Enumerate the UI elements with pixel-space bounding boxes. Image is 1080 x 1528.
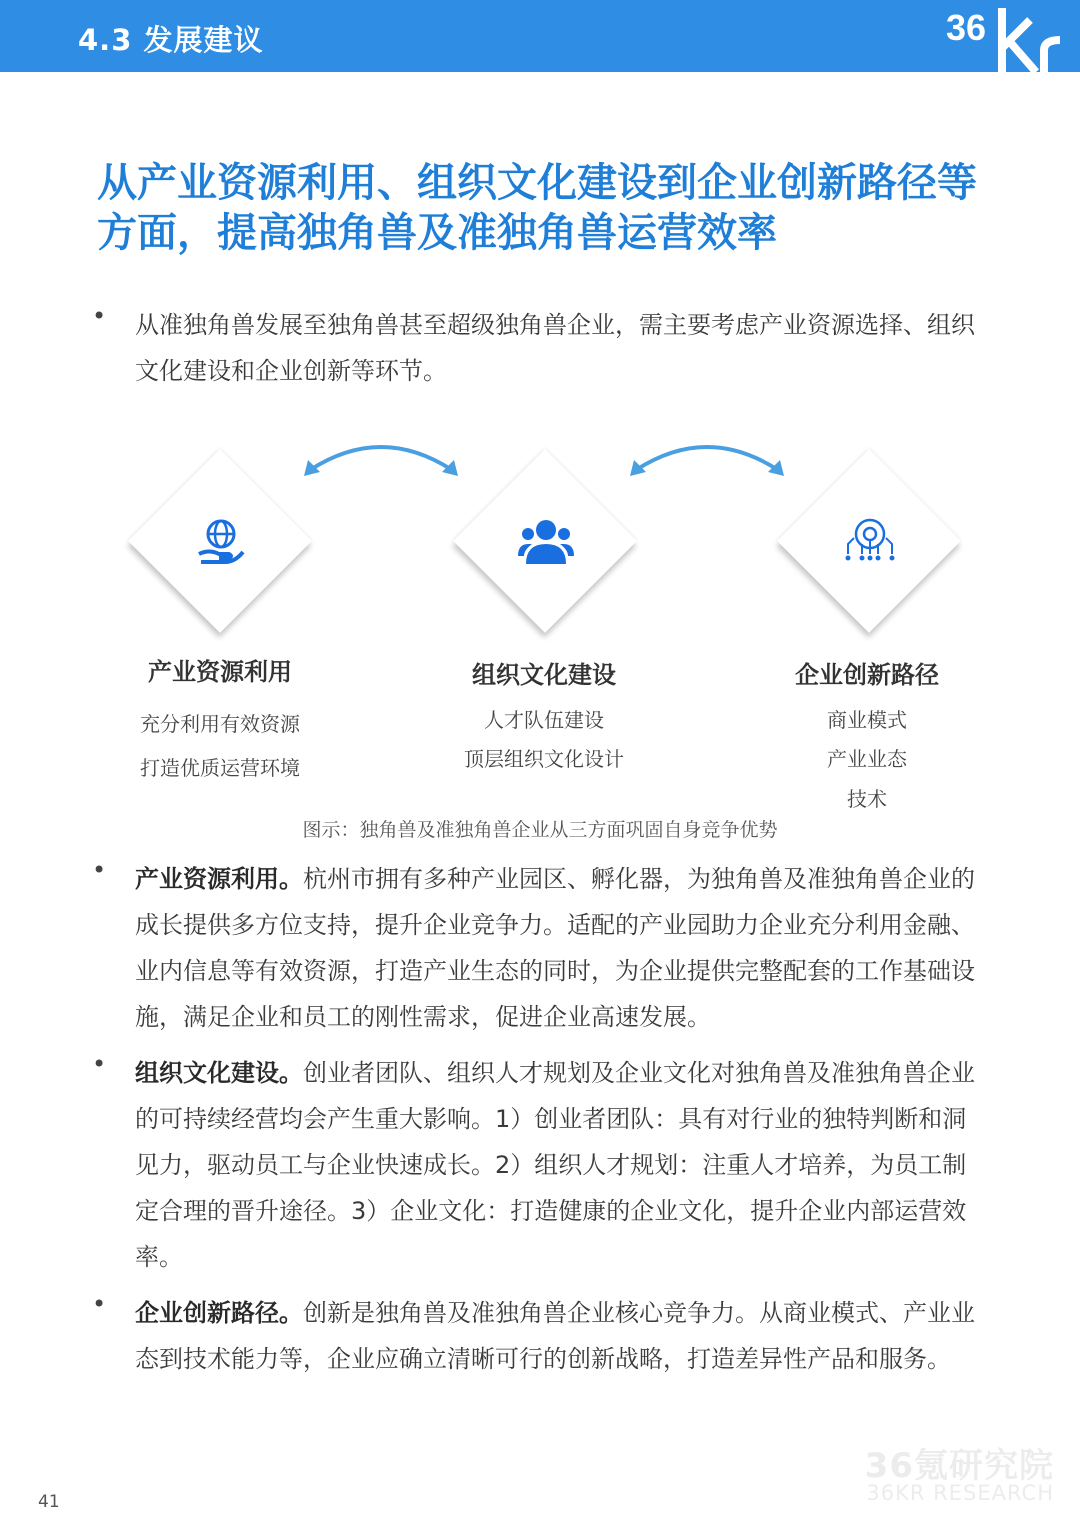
column-item: 产业业态 [827,747,907,771]
section-label: 4.3 发展建议 [78,23,264,57]
watermark-cn: 36氪研究院 [864,1446,1054,1486]
page-headline: 从产业资源利用、组织文化建设到企业创新路径等方面，提高独角兽及准独角兽运营效率 [97,160,977,256]
people-icon [518,516,574,568]
bullet-text: 创新是独角兽及准独角兽企业核心竞争力。从商业模式、产业业态到技术能力等，企业应确立清晰可行的创新战略，打造差异性产品和服务。 [135,1299,975,1373]
column-title-resources: 产业资源利用 [148,658,292,686]
page-number: 41 [38,1492,60,1512]
intro-bullet [92,302,992,394]
bullet-paragraph [135,1290,985,1382]
watermark-en: 36KR RESEARCH [866,1481,1054,1505]
bullet-lead: 产业资源利用。 [135,865,303,893]
bullet-paragraph [135,1050,985,1280]
bullet-dot: • [92,302,107,330]
column-item: 技术 [847,787,887,811]
column-item: 商业模式 [827,708,907,732]
column-title-culture: 组织文化建设 [472,661,616,689]
column-title-innovation: 企业创新路径 [795,661,939,689]
diamond-card-resources [141,462,326,647]
bullet-item [92,856,992,1040]
bullet-dot: • [92,1050,107,1078]
bullet-lead: 组织文化建设。 [135,1059,303,1087]
globe-hand-icon [195,516,247,568]
bullet-text: 杭州市拥有多种产业园区、孵化器，为独角兽及准独角兽企业的成长提供多方位支持，提升企业竞争力。适配的产业园助力企业充分利用金融、业内信息等有效资源，打造产业生态的同时，为企业提供完整配套的工作基础设施，满足企业和员工的刚性需求，促进企业高速发展。 [135,865,975,1031]
column-item: 打造优质运营环境 [140,756,300,780]
bullet-text: 创业者团队、组织人才规划及企业文化对独角兽及准独角兽企业的可持续经营均会产生重大影响。1）创业者团队：具有对行业的独特判断和洞见力，驱动员工与企业快速成长。2）组织人才规划：注重人才培养，为员工制定合理的晋升途径。3）企业文化：打造健康的企业文化，提升企业内部运营效率。 [135,1059,975,1271]
column-item: 顶层组织文化设计 [464,747,624,771]
bullet-item [92,1050,992,1280]
figure-caption: 图示：独角兽及准独角兽企业从三方面巩固自身竞争优势 [302,819,778,841]
diamond-card-culture [466,462,651,647]
header-bar [0,0,1080,72]
innovation-circuit-icon [842,514,898,570]
bullet-dot: • [92,856,107,884]
bullet-lead: 企业创新路径。 [135,1299,303,1327]
36kr-logo [940,0,1080,72]
column-item: 人才队伍建设 [484,708,604,732]
svg-text:36: 36 [946,7,987,48]
column-item: 充分利用有效资源 [140,712,300,736]
bullet-item [92,1290,992,1382]
intro-text: 从准独角兽发展至独角兽甚至超级独角兽企业，需主要考虑产业资源选择、组织文化建设和企业创新等环节。 [135,311,975,385]
bullet-paragraph [135,856,985,1040]
bullet-dot: • [92,1290,107,1318]
diamond-card-innovation [790,462,975,647]
